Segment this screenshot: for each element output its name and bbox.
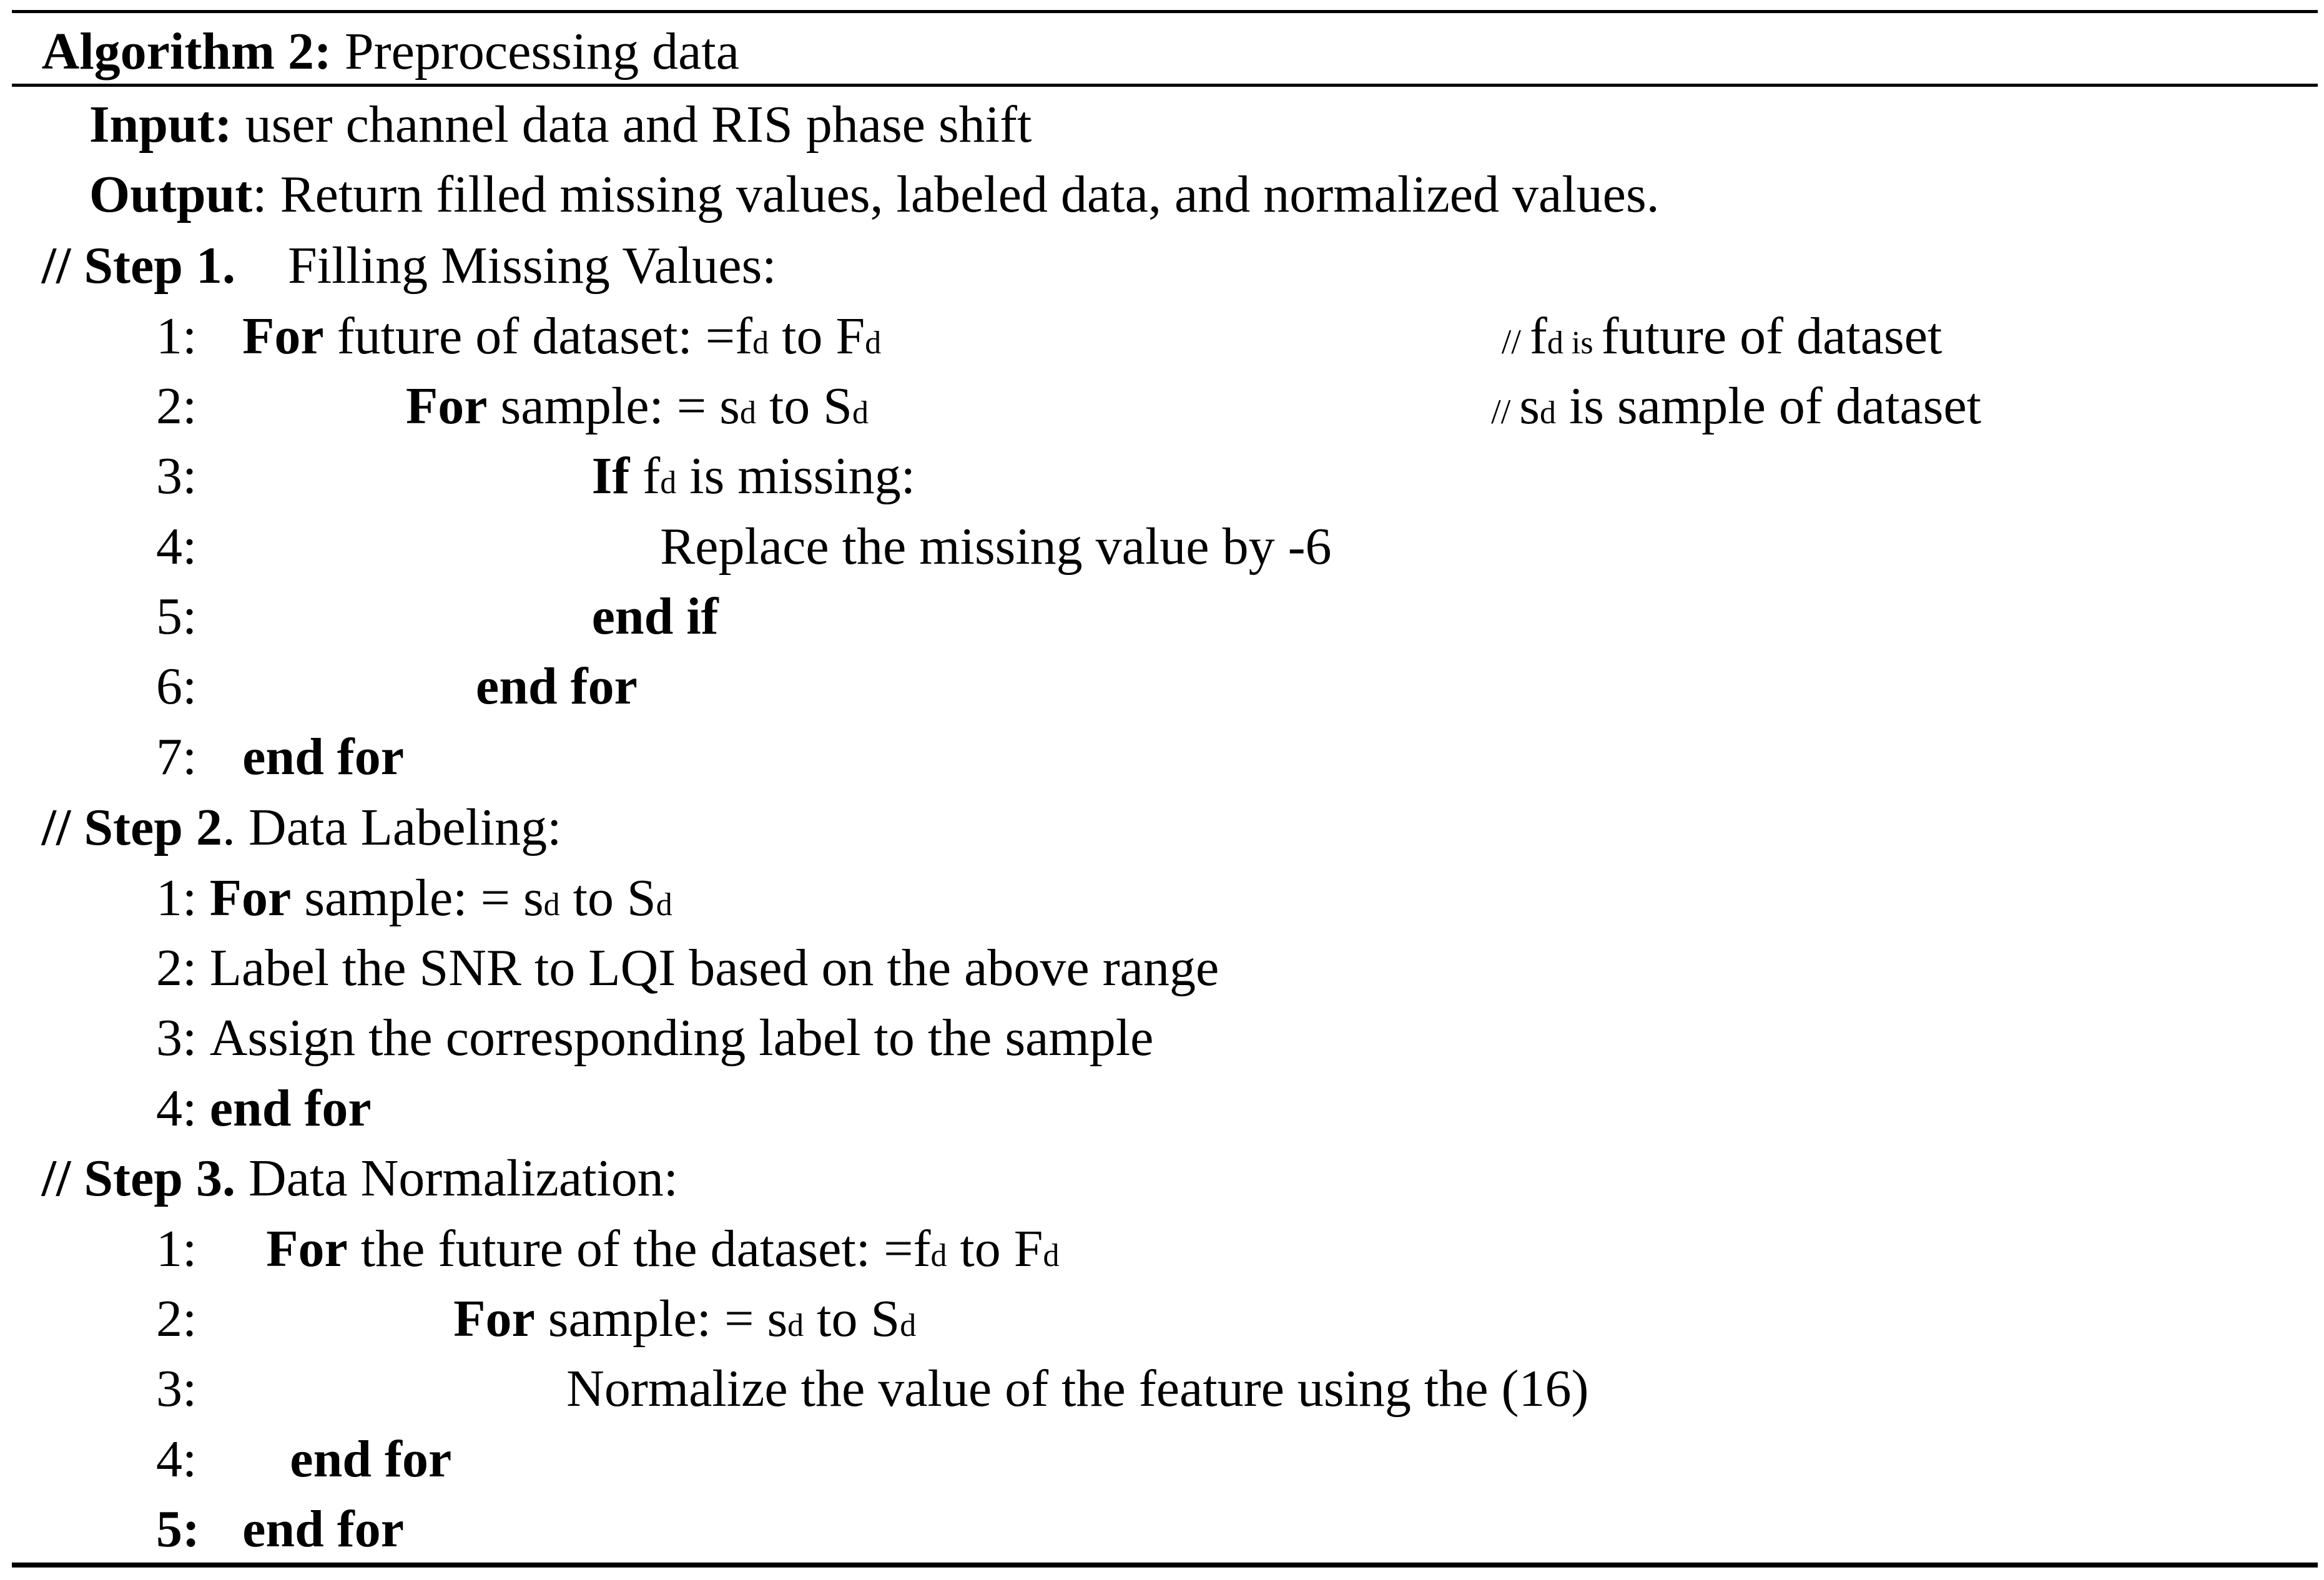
step-3-line-1 — [266, 1214, 1059, 1284]
line-number: 6: — [156, 657, 197, 716]
step-1-line-number — [156, 722, 197, 792]
step-1-line-number — [156, 512, 197, 582]
code-segment: For — [406, 376, 488, 435]
step-2-line-1 — [210, 863, 672, 933]
step-1-line-6 — [476, 652, 638, 722]
code-segment: sample: = s — [487, 376, 740, 435]
output-line — [89, 160, 1660, 230]
output-text: : Return filled missing values, labeled data, and normalized values. — [252, 165, 1660, 223]
step-3-line-4 — [290, 1425, 451, 1494]
code-segment: If — [591, 447, 630, 506]
code-segment: d — [865, 325, 882, 361]
step-2-header — [42, 793, 562, 863]
code-segment: For — [209, 868, 292, 927]
code-segment: Replace the missing value by -6 — [660, 517, 1332, 576]
code-segment: to F — [769, 307, 865, 365]
step-3-line-number — [156, 1284, 197, 1354]
step-label: // Step 2 — [41, 798, 223, 857]
code-segment: d — [739, 395, 756, 431]
step-3-header — [42, 1144, 678, 1214]
code-segment: sample: = s — [291, 868, 544, 927]
code-segment: future of dataset: =f — [323, 307, 753, 365]
code-segment: end for — [475, 657, 638, 716]
code-segment: end for — [242, 1500, 405, 1559]
step-label: // Step 3. — [41, 1149, 236, 1208]
line-number: 1: — [156, 307, 197, 365]
code-segment: to F — [947, 1219, 1043, 1278]
code-segment: d — [660, 465, 677, 501]
code-segment: end for — [242, 727, 405, 786]
code-segment: is missing: — [676, 447, 916, 506]
step-1-line-2 — [406, 371, 869, 441]
line-number: 4: — [156, 1079, 197, 1137]
comment-segment: f — [1529, 307, 1547, 365]
code-segment: f — [629, 447, 661, 506]
step-3-line-number — [156, 1354, 197, 1424]
step-1-line-7 — [242, 722, 404, 792]
step-1-line-number — [156, 652, 197, 722]
top-rule — [12, 10, 2318, 13]
code-segment: d — [752, 325, 769, 361]
step-1-header — [42, 231, 777, 301]
code-segment: end for — [209, 1079, 372, 1137]
comment-segment: // — [1501, 322, 1530, 361]
code-segment: the future of the dataset: =f — [347, 1219, 931, 1278]
code-segment: For — [266, 1219, 348, 1278]
step-title: Filling Missing Values: — [235, 237, 777, 295]
step-3-line-number — [156, 1425, 197, 1494]
step-3-line-5 — [242, 1494, 404, 1564]
code-segment: d — [852, 395, 869, 431]
code-segment: d — [656, 886, 672, 923]
line-number: 3: — [156, 1360, 197, 1418]
code-segment: d — [543, 886, 560, 923]
comment-segment: future of dataset — [1601, 307, 1942, 365]
code-segment: Label the SNR to LQI based on the above range — [209, 938, 1219, 997]
code-segment: Assign the corresponding label to the sample — [209, 1009, 1154, 1067]
algorithm-title — [42, 17, 739, 87]
code-segment: d — [930, 1237, 947, 1273]
code-segment: Normalize the value of the feature using the (16) — [566, 1360, 1589, 1418]
comment-segment: is sample of dataset — [1555, 376, 1982, 435]
step-3-line-2 — [453, 1284, 916, 1354]
step-3-line-3 — [566, 1354, 1588, 1424]
title-text: Preprocessing data — [331, 22, 740, 81]
comment-segment: s — [1519, 376, 1540, 435]
step-1-line-number — [156, 371, 197, 441]
step-title: . Data Labeling: — [222, 798, 562, 857]
line-number: 1: — [156, 1219, 197, 1278]
line-number: 2: — [156, 376, 197, 435]
line-number: 3: — [156, 1009, 197, 1067]
line-number: 7: — [156, 727, 197, 786]
code-segment: For — [242, 307, 324, 365]
step-2-line-number — [156, 1074, 197, 1144]
step-1-line-number — [156, 441, 197, 511]
code-segment: sample: = s — [534, 1289, 788, 1348]
code-segment: end for — [290, 1430, 452, 1488]
line-number: 5: — [156, 587, 197, 646]
comment-segment: d is — [1547, 325, 1602, 361]
output-label: Output — [89, 165, 253, 223]
line-comment — [1491, 371, 1981, 441]
code-segment: d — [1043, 1237, 1060, 1273]
step-2-line-2 — [210, 933, 1219, 1003]
line-comment — [1502, 302, 1942, 371]
line-number: 4: — [156, 1430, 197, 1488]
code-segment: to S — [559, 868, 656, 927]
step-2-line-number — [156, 933, 197, 1003]
step-3-line-number — [156, 1494, 200, 1564]
step-title: Data Normalization: — [235, 1149, 679, 1208]
code-segment: end if — [591, 587, 719, 646]
step-1-line-1 — [242, 302, 881, 371]
step-3-line-number — [156, 1214, 197, 1284]
input-text: user channel data and RIS phase shift — [232, 96, 1032, 154]
step-1-line-5 — [592, 582, 719, 652]
input-label: Input: — [89, 96, 232, 154]
code-segment: to S — [804, 1289, 900, 1348]
step-1-line-number — [156, 302, 197, 371]
step-1-line-number — [156, 582, 197, 652]
step-label: // Step 1. — [41, 237, 236, 295]
code-segment: d — [900, 1307, 917, 1343]
line-number: 5: — [156, 1500, 200, 1559]
line-number: 3: — [156, 447, 197, 506]
step-1-line-3 — [592, 441, 915, 511]
line-number: 2: — [156, 938, 197, 997]
line-number: 2: — [156, 1289, 197, 1348]
input-line — [89, 90, 1032, 160]
step-2-line-4 — [210, 1074, 372, 1144]
comment-segment: d — [1539, 395, 1556, 431]
step-2-line-number — [156, 863, 197, 933]
line-number: 4: — [156, 517, 197, 576]
step-1-line-4 — [660, 512, 1331, 582]
code-segment: d — [787, 1307, 804, 1343]
code-segment: For — [453, 1289, 535, 1348]
line-number: 1: — [156, 868, 197, 927]
title-label: Algorithm 2: — [41, 22, 332, 81]
comment-segment: // — [1491, 392, 1520, 431]
step-2-line-number — [156, 1003, 197, 1073]
step-2-line-3 — [210, 1003, 1154, 1073]
code-segment: to S — [756, 376, 852, 435]
